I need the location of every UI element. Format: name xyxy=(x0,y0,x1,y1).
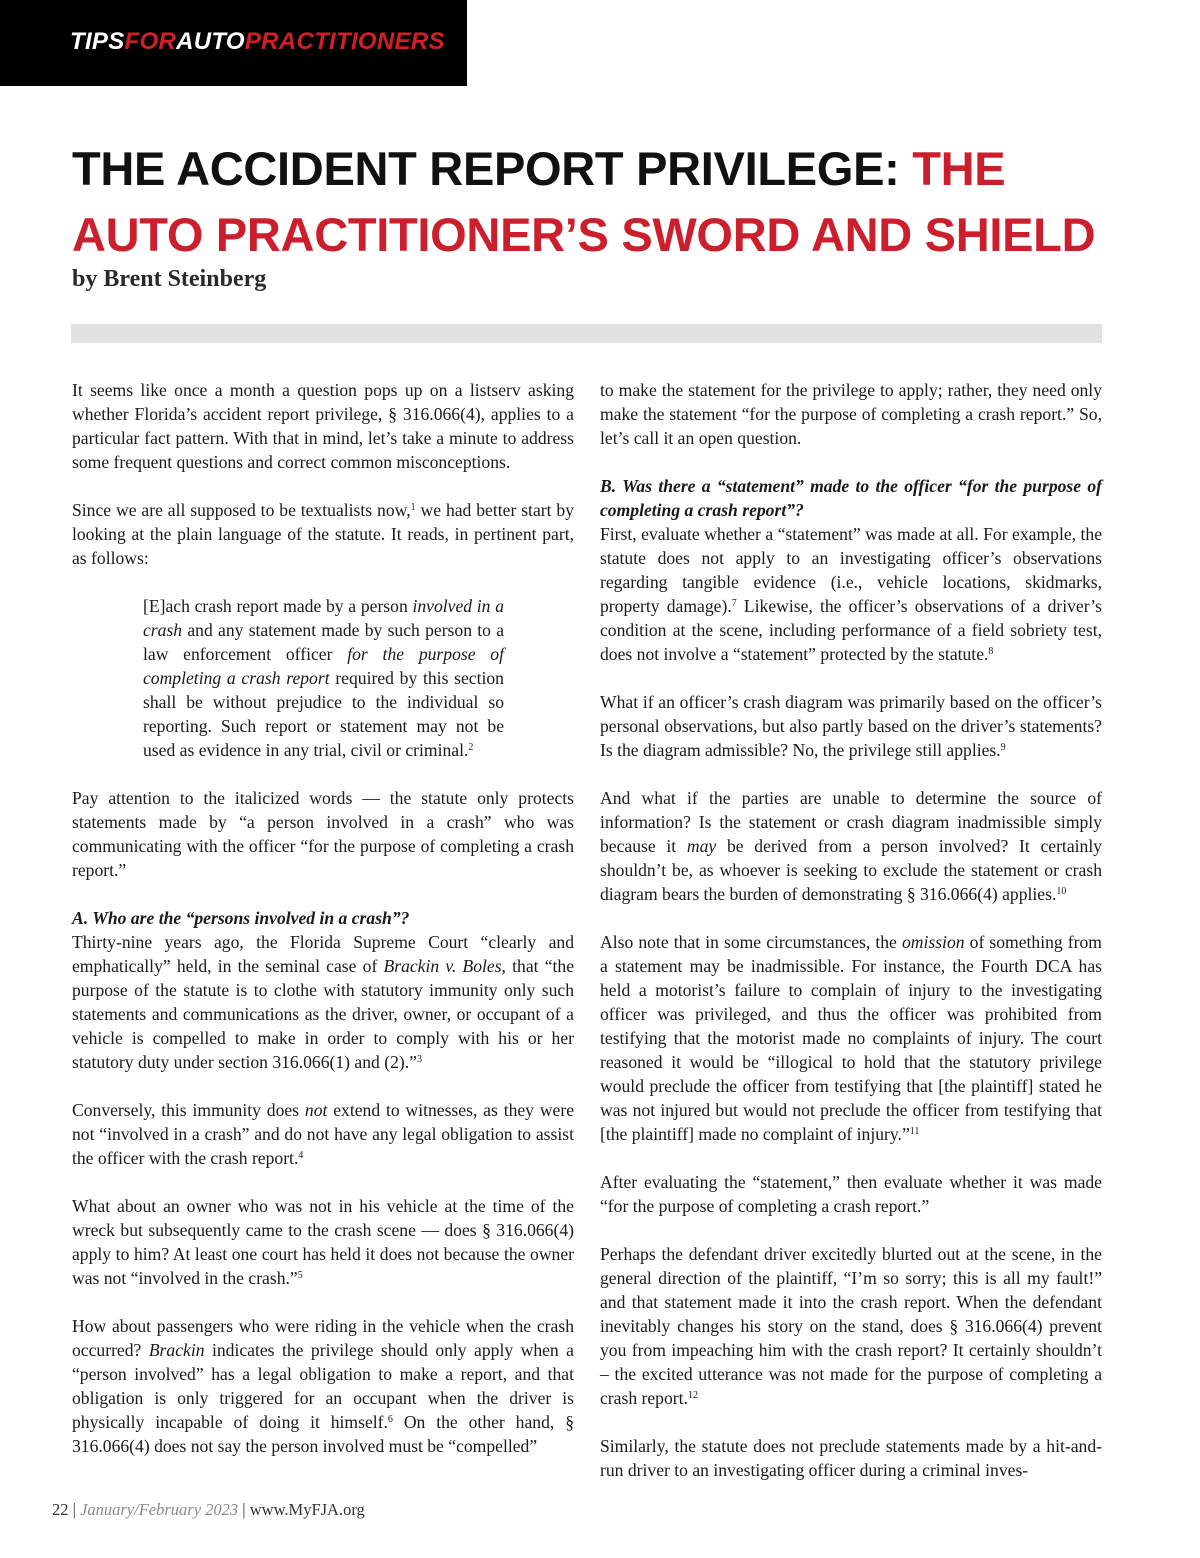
footnote-ref[interactable]: 10 xyxy=(1056,886,1067,897)
statute-quote xyxy=(143,594,504,762)
page-number: 22 xyxy=(52,1500,69,1519)
footer-separator: | xyxy=(238,1500,250,1519)
footnote-ref[interactable]: 2 xyxy=(468,742,474,753)
quote-text: required by this section shall be without prejudice to the individual so reporting. Such report or statement may not be used as evidence in any trial, civil or criminal. xyxy=(143,668,504,760)
emphasis: may xyxy=(686,836,717,856)
paragraph-text: Conversely, this immunity does xyxy=(72,1100,305,1120)
paragraph-text: Likewise, the officer’s observations of a driver’s condition at the scene, including performance of a field sobriety test, does not involve a “statement” protected by the statute. xyxy=(600,596,1102,664)
paragraph-text: What if an officer’s crash diagram was primarily based on the officer’s personal observations, but also partly based on the driver’s statements? Is the diagram admissible? No, the privilege still applies. xyxy=(600,692,1102,760)
paragraph-text: Also note that in some circumstances, the xyxy=(600,932,902,952)
page-footer xyxy=(52,1500,365,1520)
section-heading-b: B. Was there a “statement” made to the officer “for the purpose of completing a crash report”? xyxy=(600,476,1102,520)
article-title-black: THE ACCIDENT REPORT PRIVILEGE: xyxy=(72,142,913,195)
issue-date: January/February 2023 xyxy=(80,1500,239,1519)
website-link[interactable]: www.MyFJA.org xyxy=(249,1500,365,1519)
paragraph: Similarly, the statute does not preclude statements made by a hit-and-run driver to an investigating officer during a criminal inves- xyxy=(600,1436,1102,1480)
quote-text: [E]ach crash report made by a person xyxy=(143,596,413,616)
banner-word-practitioners: PRACTITIONERS xyxy=(244,28,445,55)
paragraph-text: What about an owner who was not in his vehicle at the time of the wreck but subsequently came to the crash scene — does § 316.066(4) apply to him? At least one court has held it does not because the owner was not “involved in the crash.” xyxy=(72,1196,574,1288)
paragraph-text: , that “the purpose of the statute is to clothe with statutory immunity only such statements and communications as the driver, owner, or occupant of a vehicle is compelled to make in order to comply with his or her statutory duty under section 316.066(1) and (2).” xyxy=(72,956,574,1072)
footnote-ref[interactable]: 3 xyxy=(416,1054,422,1065)
banner-word-auto: AUTO xyxy=(176,28,245,55)
paragraph-text: Thirty-nine years ago, the Florida Supreme Court “clearly and emphatically” held, in the seminal case of xyxy=(72,932,574,976)
paragraph-text: First, evaluate whether a “statement” was made at all. For example, the statute does not apply to an investigating officer’s observations regarding tangible evidence (i.e., vehicle locations, skidmarks, property damage). xyxy=(600,524,1102,616)
paragraph-text: How about passengers who were riding in the vehicle when the crash occurred? xyxy=(72,1316,574,1360)
footnote-ref[interactable]: 9 xyxy=(1000,742,1006,753)
paragraph: to make the statement for the privilege to apply; rather, they need only make the statement “for the purpose of completing a crash report.” So, let’s call it an open question. xyxy=(600,380,1102,448)
paragraph: It seems like once a month a question pops up on a listserv asking whether Florida’s accident report privilege, § 316.066(4), applies to a particular fact pattern. With that in mind, let’s take a minute to address some frequent questions and correct common misconceptions. xyxy=(72,380,574,472)
footnote-ref[interactable]: 5 xyxy=(297,1270,303,1281)
paragraph-text: Perhaps the defendant driver excitedly blurted out at the scene, in the general direction of the plaintiff, “I’m so sorry; this is all my fault!” and that statement made it into the crash report. When the defendant inevitably changes his story on the stand, does § 316.066(4) prevent you from impeaching him with the crash report? It certainly shouldn’t – the excited utterance was not made for the purpose of completing a crash report. xyxy=(600,1244,1102,1408)
paragraph: After evaluating the “statement,” then evaluate whether it was made “for the purpose of completing a crash report.” xyxy=(600,1172,1102,1216)
footnote-ref[interactable]: 8 xyxy=(988,646,994,657)
footer-separator: | xyxy=(68,1500,81,1519)
paragraph xyxy=(72,1314,574,1458)
paragraph xyxy=(600,786,1102,906)
case-name: Brackin v. Boles xyxy=(383,956,502,976)
paragraph-text: On the other hand, § 316.066(4) does not say the person involved must be “compelled” xyxy=(72,1412,574,1456)
paragraph-text: indicates the privilege should only apply when a “person involved” has a legal obligation to make a report, and that obligation is only triggered for an occupant when the driver is physically incapable of doing it himself. xyxy=(72,1340,574,1432)
quote-italic: for the purpose of completing a crash report xyxy=(143,644,504,688)
section-banner xyxy=(0,0,467,86)
paragraph-text: be derived from a person involved? It certainly shouldn’t be, as whoever is seeking to exclude the statement or crash diagram bears the burden of demonstrating § 316.066(4) applies. xyxy=(600,836,1103,904)
footnote-ref[interactable]: 1 xyxy=(410,502,416,513)
paragraph xyxy=(600,930,1102,1146)
paragraph-text: And what if the parties are unable to determine the source of information? Is the statement or crash diagram inadmissible simply because it xyxy=(600,788,1102,856)
quote-text: and any statement made by such person to a law enforcement officer xyxy=(143,620,504,664)
quote-italic: involved in a crash xyxy=(143,596,504,640)
article-title-red: THE AUTO PRACTITIONER’S SWORD AND SHIELD xyxy=(72,142,1096,261)
footnote-ref[interactable]: 7 xyxy=(731,598,737,609)
emphasis: not xyxy=(304,1100,328,1120)
paragraph xyxy=(72,1194,574,1290)
paragraph xyxy=(72,1098,574,1170)
footnote-ref[interactable]: 11 xyxy=(909,1126,920,1137)
paragraph xyxy=(72,930,574,1074)
paragraph-text: Since we are all supposed to be textualists now, xyxy=(72,500,411,520)
paragraph xyxy=(72,498,574,570)
section-heading-a: A. Who are the “persons involved in a crash”? xyxy=(72,908,410,928)
emphasis: omission xyxy=(901,932,965,952)
paragraph xyxy=(600,522,1102,666)
footnote-ref[interactable]: 12 xyxy=(687,1390,698,1401)
banner-word-for: FOR xyxy=(124,28,177,55)
footnote-ref[interactable]: 6 xyxy=(387,1414,393,1425)
banner-word-tips: TIPS xyxy=(70,28,125,55)
paragraph-text: of something from a statement may be inadmissible. For instance, the Fourth DCA has held a motorist’s failure to complain of injury to the investigating officer was privileged, and thus the officer was prohibited from testifying that the motorist made no complaints of injury. The court reasoned it would be “illogical to hold that the statutory privilege would preclude the officer from testifying that [the plaintiff] stated he was not injured but would not preclude the officer from testifying that [the plaintiff] made no complaint of injury.” xyxy=(600,932,1102,1144)
byline: by Brent Steinberg xyxy=(72,266,267,292)
paragraph-text: we had better start by looking at the plain language of the statute. It reads, in pertinent part, as follows: xyxy=(72,500,574,568)
section-banner-label xyxy=(70,28,445,56)
article-title xyxy=(72,136,1132,268)
paragraph xyxy=(600,690,1102,762)
case-name: Brackin xyxy=(148,1340,205,1360)
footnote-ref[interactable]: 4 xyxy=(298,1150,304,1161)
paragraph-text: extend to witnesses, as they were not “involved in a crash” and do not have any legal obligation to assist the officer with the crash report. xyxy=(72,1100,575,1168)
paragraph: Pay attention to the italicized words — the statute only protects statements made by “a person involved in a crash” who was communicating with the officer “for the purpose of completing a crash report.” xyxy=(72,788,574,880)
left-column xyxy=(72,378,574,1458)
title-divider xyxy=(71,324,1102,343)
right-column xyxy=(600,378,1102,1482)
paragraph xyxy=(600,1242,1102,1410)
